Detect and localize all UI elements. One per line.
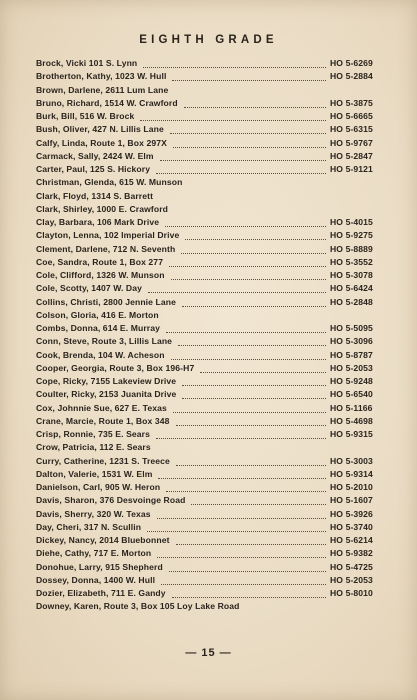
list-item — [36, 481, 388, 494]
phone-number: HO 5-9382 — [330, 548, 373, 559]
list-item — [36, 190, 388, 203]
dot-leader — [182, 304, 326, 307]
list-item — [36, 534, 388, 547]
phone-number: HO 5-1607 — [330, 495, 373, 506]
student-name-address: Calfy, Linda, Route 1, Box 297X — [36, 137, 167, 148]
list-item — [36, 97, 388, 110]
dot-leader — [143, 65, 326, 68]
phone-number: HO 5-3078 — [330, 270, 373, 280]
phone-number: HO 5-4725 — [330, 561, 373, 572]
list-item — [36, 229, 388, 242]
student-name-address: Bruno, Richard, 1514 W. Crawford — [36, 97, 178, 108]
list-item — [36, 123, 388, 136]
phone-number: HO 5-3875 — [330, 97, 373, 108]
student-name-address: Bush, Oliver, 427 N. Lillis Lane — [36, 124, 164, 135]
dot-leader — [176, 423, 327, 426]
list-item — [36, 110, 388, 123]
page-number: — 15 — — [185, 647, 232, 659]
student-name-address: Brock, Vicki 101 S. Lynn — [36, 58, 138, 68]
list-item — [36, 561, 388, 574]
dot-leader — [148, 290, 326, 293]
list-item — [36, 137, 388, 150]
student-name-address: Cole, Clifford, 1326 W. Munson — [36, 270, 165, 280]
student-list — [36, 57, 388, 614]
dot-leader — [173, 410, 326, 413]
phone-number: HO 5-4698 — [330, 415, 373, 426]
phone-number: HO 5-2010 — [330, 482, 373, 492]
student-name-address: Day, Cheri, 317 N. Scullin — [36, 521, 142, 532]
list-item — [36, 256, 388, 269]
dot-leader — [181, 251, 326, 254]
dot-leader — [156, 436, 326, 439]
phone-number: HO 5-6540 — [330, 389, 373, 400]
phone-number: HO 5-9315 — [330, 429, 373, 439]
phone-number: HO 5-5095 — [330, 323, 373, 333]
phone-number: HO 5-9767 — [330, 137, 373, 148]
student-name-address: Crane, Marcie, Route 1, Box 348 — [36, 415, 170, 426]
list-item — [36, 402, 388, 415]
list-item — [36, 362, 388, 375]
list-item — [36, 84, 388, 97]
student-name-address: Danielson, Carl, 905 W. Heron — [36, 482, 161, 492]
dot-leader — [182, 383, 326, 386]
list-item — [36, 243, 388, 256]
list-item — [36, 574, 388, 587]
dot-leader — [169, 264, 326, 267]
student-name-address: Diehe, Cathy, 717 E. Morton — [36, 548, 152, 559]
student-name-address: Cox, Johnnie Sue, 627 E. Texas — [36, 402, 167, 413]
dot-leader — [172, 595, 326, 598]
phone-number: HO 5-2848 — [330, 296, 373, 307]
phone-number: HO 5-3096 — [330, 336, 373, 347]
student-name-address: Dalton, Valerie, 1531 W. Elm — [36, 468, 153, 479]
list-item — [36, 335, 388, 348]
student-name-address: Carmack, Sally, 2424 W. Elm — [36, 150, 154, 161]
student-name-address: Carter, Paul, 125 S. Hickory — [36, 164, 151, 174]
student-name-address: Conn, Steve, Route 3, Lillis Lane — [36, 336, 173, 347]
dot-leader — [158, 476, 326, 479]
student-name-address: Brotherton, Kathy, 1023 W. Hull — [36, 71, 167, 82]
list-item — [36, 587, 388, 600]
list-item — [36, 282, 388, 295]
phone-number: HO 5-3740 — [330, 521, 373, 532]
list-item — [36, 508, 388, 521]
list-item — [36, 441, 388, 454]
student-name-address: Davis, Sharon, 376 Desvoinge Road — [36, 495, 186, 506]
phone-number: HO 5-9248 — [330, 376, 373, 386]
student-name-address: Coulter, Ricky, 2153 Juanita Drive — [36, 389, 177, 400]
dot-leader — [185, 237, 326, 240]
dot-leader — [176, 542, 326, 545]
student-name-address: Donohue, Larry, 915 Shepherd — [36, 561, 163, 572]
student-name-address: Clark, Shirley, 1000 E. Crawford — [36, 203, 169, 214]
student-name-address: Colson, Gloria, 416 E. Morton — [36, 309, 159, 320]
phone-number: HO 5-9314 — [330, 468, 373, 479]
dot-leader — [147, 529, 326, 532]
list-item — [36, 163, 388, 176]
dot-leader — [171, 277, 326, 280]
student-name-address: Davis, Sherry, 320 W. Texas — [36, 508, 151, 519]
dot-leader — [166, 489, 326, 492]
dot-leader — [165, 224, 326, 227]
dot-leader — [172, 78, 326, 81]
list-item — [36, 322, 388, 335]
student-name-address: Clement, Darlene, 712 N. Seventh — [36, 243, 176, 254]
phone-number: HO 5-2053 — [330, 574, 373, 585]
dot-leader — [166, 330, 326, 333]
dot-leader — [161, 582, 326, 585]
student-name-address: Dickey, Nancy, 2014 Bluebonnet — [36, 535, 170, 545]
phone-number: HO 5-6424 — [330, 283, 373, 294]
list-item — [36, 150, 388, 163]
student-name-address: Cooper, Georgia, Route 3, Box 196-H7 — [36, 362, 195, 373]
phone-number: HO 5-2053 — [330, 362, 373, 373]
student-name-address: Curry, Catherine, 1231 S. Treece — [36, 455, 170, 466]
phone-number: HO 5-4015 — [330, 217, 373, 227]
list-item — [36, 349, 388, 362]
phone-number: HO 5-1166 — [330, 402, 373, 413]
list-item — [36, 428, 388, 441]
phone-number: HO 5-3003 — [330, 455, 373, 466]
student-name-address: Crisp, Ronnie, 735 E. Sears — [36, 429, 150, 439]
student-name-address: Coe, Sandra, Route 1, Box 277 — [36, 256, 164, 267]
phone-number: HO 5-8889 — [330, 243, 373, 254]
dot-leader — [182, 396, 326, 399]
dot-leader — [200, 370, 326, 373]
phone-number: HO 5-2847 — [330, 150, 373, 161]
student-name-address: Combs, Donna, 614 E. Murray — [36, 323, 160, 333]
list-item — [36, 415, 388, 428]
list-item — [36, 600, 388, 613]
list-item — [36, 269, 388, 282]
list-item — [36, 547, 388, 560]
list-item — [36, 57, 388, 70]
dot-leader — [156, 171, 326, 174]
list-item — [36, 455, 388, 468]
list-item — [36, 216, 388, 229]
student-name-address: Clark, Floyd, 1314 S. Barrett — [36, 190, 154, 201]
phone-number: HO 5-6315 — [330, 124, 373, 135]
dot-leader — [171, 357, 326, 360]
dot-leader — [176, 463, 326, 466]
list-item — [36, 296, 388, 309]
list-item — [36, 468, 388, 481]
dot-leader — [160, 158, 326, 161]
page-title: EIGHTH GRADE — [139, 34, 278, 46]
phone-number: HO 5-6214 — [330, 535, 373, 545]
phone-number: HO 5-9275 — [330, 230, 373, 241]
phone-number: HO 5-6269 — [330, 58, 373, 68]
student-name-address: Cole, Scotty, 1407 W. Day — [36, 283, 142, 294]
dot-leader — [170, 131, 326, 134]
list-item — [36, 494, 388, 507]
student-name-address: Brown, Darlene, 2611 Lum Lane — [36, 84, 169, 95]
list-item — [36, 521, 388, 534]
student-name-address: Christman, Glenda, 615 W. Munson — [36, 177, 183, 188]
phone-number: HO 5-6665 — [330, 111, 373, 121]
student-name-address: Downey, Karen, Route 3, Box 105 Loy Lake Road — [36, 601, 240, 612]
list-item — [36, 375, 388, 388]
student-name-address: Collins, Christi, 2800 Jennie Lane — [36, 296, 176, 307]
student-name-address: Burk, Bill, 516 W. Brock — [36, 111, 135, 121]
list-item — [36, 388, 388, 401]
dot-leader — [157, 516, 326, 519]
list-item — [36, 176, 388, 189]
student-name-address: Dossey, Donna, 1400 W. Hull — [36, 574, 156, 585]
list-item — [36, 203, 388, 216]
phone-number: HO 5-8787 — [330, 349, 373, 360]
student-name-address: Cope, Ricky, 7155 Lakeview Drive — [36, 376, 177, 386]
phone-number: HO 5-2884 — [330, 71, 373, 82]
student-name-address: Cook, Brenda, 104 W. Acheson — [36, 349, 165, 360]
dot-leader — [173, 145, 326, 148]
dot-leader — [157, 555, 326, 558]
phone-number: HO 5-9121 — [330, 164, 373, 174]
phone-number: HO 5-3926 — [330, 508, 373, 519]
dot-leader — [140, 118, 326, 121]
list-item — [36, 70, 388, 83]
phone-number: HO 5-3552 — [330, 256, 373, 267]
dot-leader — [191, 502, 326, 505]
dot-leader — [184, 105, 326, 108]
student-name-address: Clayton, Lenna, 102 Imperial Drive — [36, 230, 180, 241]
student-name-address: Dozier, Elizabeth, 711 E. Gandy — [36, 588, 166, 598]
student-name-address: Crow, Patricia, 112 E. Sears — [36, 442, 151, 453]
student-name-address: Clay, Barbara, 106 Mark Drive — [36, 217, 160, 227]
dot-leader — [169, 569, 326, 572]
list-item — [36, 309, 388, 322]
dot-leader — [178, 343, 326, 346]
phone-number: HO 5-8010 — [330, 588, 373, 598]
